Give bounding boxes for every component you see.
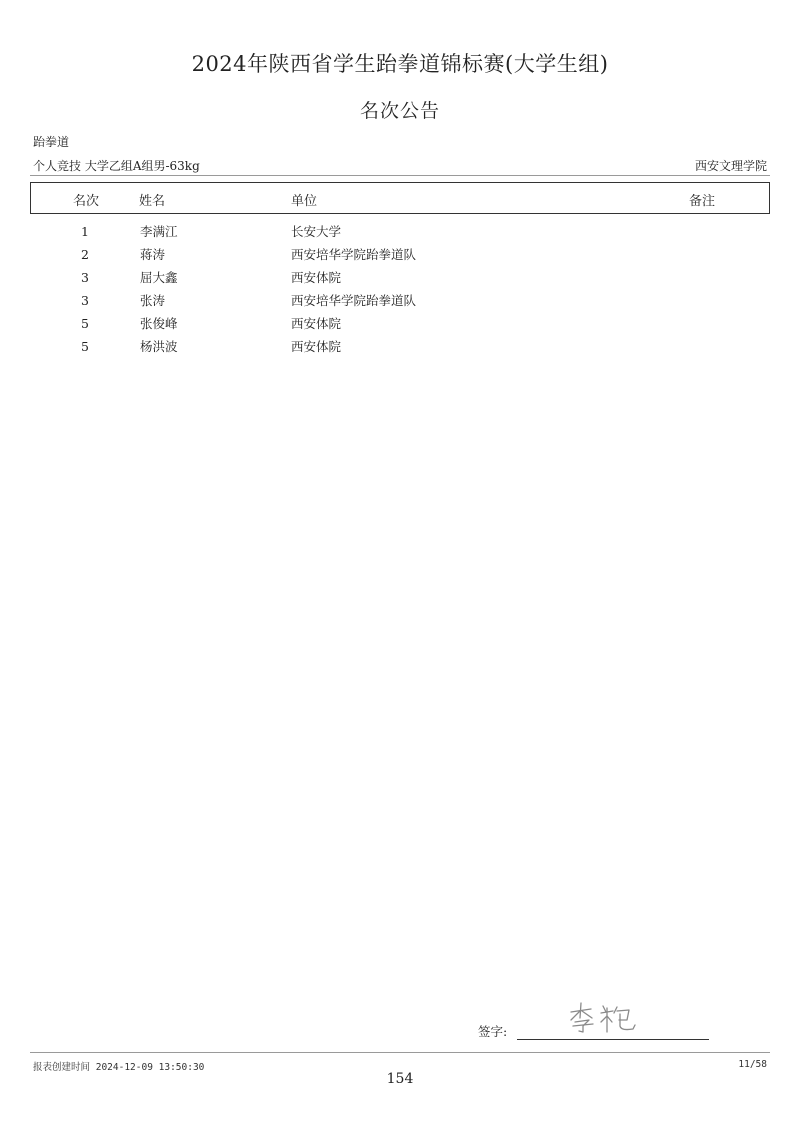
organizer-label: 西安文理学院 (694, 159, 767, 173)
row-unit: 西安培华学院跆拳道队 (291, 247, 417, 262)
row-unit: 长安大学 (291, 224, 342, 239)
table-row (30, 269, 770, 292)
row-rank: 1 (81, 224, 89, 239)
row-unit: 西安体院 (291, 270, 342, 285)
row-rank: 5 (81, 339, 89, 354)
row-name: 蒋涛 (140, 247, 166, 262)
row-rank: 3 (81, 293, 89, 308)
table-header (30, 182, 770, 214)
row-rank: 2 (81, 247, 89, 262)
row-unit: 西安培华学院跆拳道队 (291, 293, 417, 308)
row-name: 张俊峰 (140, 316, 178, 331)
column-header-name: 姓名 (139, 194, 166, 209)
event-label: 个人竞技 大学乙组A组男-63kg (33, 159, 200, 173)
column-header-unit: 单位 (291, 194, 318, 209)
signature-line (517, 1039, 709, 1040)
report-created-time: 报表创建时间 2024-12-09 13:50:30 (33, 1062, 205, 1073)
signature-label: 签字: (478, 1024, 508, 1039)
document-title: 2024年陕西省学生跆拳道锦标赛(大学生组) (191, 52, 609, 76)
table-row (30, 292, 770, 315)
row-name: 张涛 (140, 293, 166, 308)
sport-label: 跆拳道 (33, 135, 70, 149)
row-rank: 3 (81, 270, 89, 285)
document-subtitle: 名次公告 (359, 100, 440, 122)
results-table-body (30, 223, 770, 361)
table-row (30, 246, 770, 269)
row-unit: 西安体院 (291, 316, 342, 331)
row-unit: 西安体院 (291, 339, 342, 354)
row-rank: 5 (81, 316, 89, 331)
table-row (30, 338, 770, 361)
handwritten-signature (565, 998, 645, 1038)
table-row (30, 223, 770, 246)
column-header-rank: 名次 (72, 194, 99, 209)
row-name: 杨洪波 (140, 339, 178, 354)
row-name: 李满江 (140, 224, 178, 239)
footer-divider (30, 1052, 770, 1053)
table-row (30, 315, 770, 338)
column-header-note: 备注 (689, 194, 716, 209)
page-fraction: 11/58 (738, 1059, 767, 1070)
row-name: 屈大鑫 (140, 270, 178, 285)
header-divider (30, 175, 770, 176)
page-number: 154 (386, 1071, 414, 1087)
